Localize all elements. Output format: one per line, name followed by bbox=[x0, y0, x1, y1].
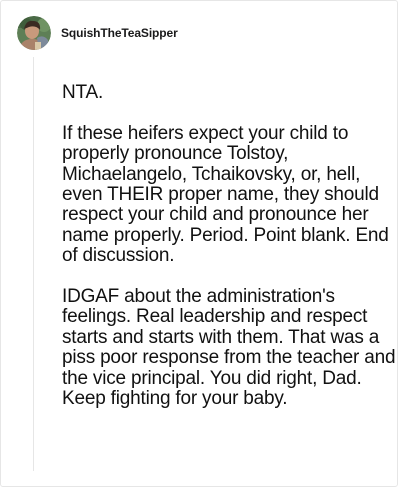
comment-body bbox=[62, 83, 398, 409]
user-avatar-icon[interactable] bbox=[17, 16, 51, 50]
comment-header bbox=[17, 16, 178, 50]
comment-paragraph: IDGAF about the administration's feelings. Real leadership and respect starts and starts with them. That was a piss poor response from the teacher and the vice principal. You did right, Dad. Keep fighting for your baby. bbox=[62, 286, 396, 410]
comment-author[interactable]: SquishTheTeaSipper bbox=[61, 26, 178, 40]
thread-line[interactable] bbox=[33, 57, 34, 471]
comment-paragraph: NTA. bbox=[62, 82, 104, 103]
comment-paragraph: If these heifers expect your child to properly pronounce Tolstoy, Michaelangelo, Tchaikovsky, or, hell, even THEIR proper name, they should respect your child and pronounce her name properly. Period. Point blank. End of discussion. bbox=[62, 122, 389, 267]
